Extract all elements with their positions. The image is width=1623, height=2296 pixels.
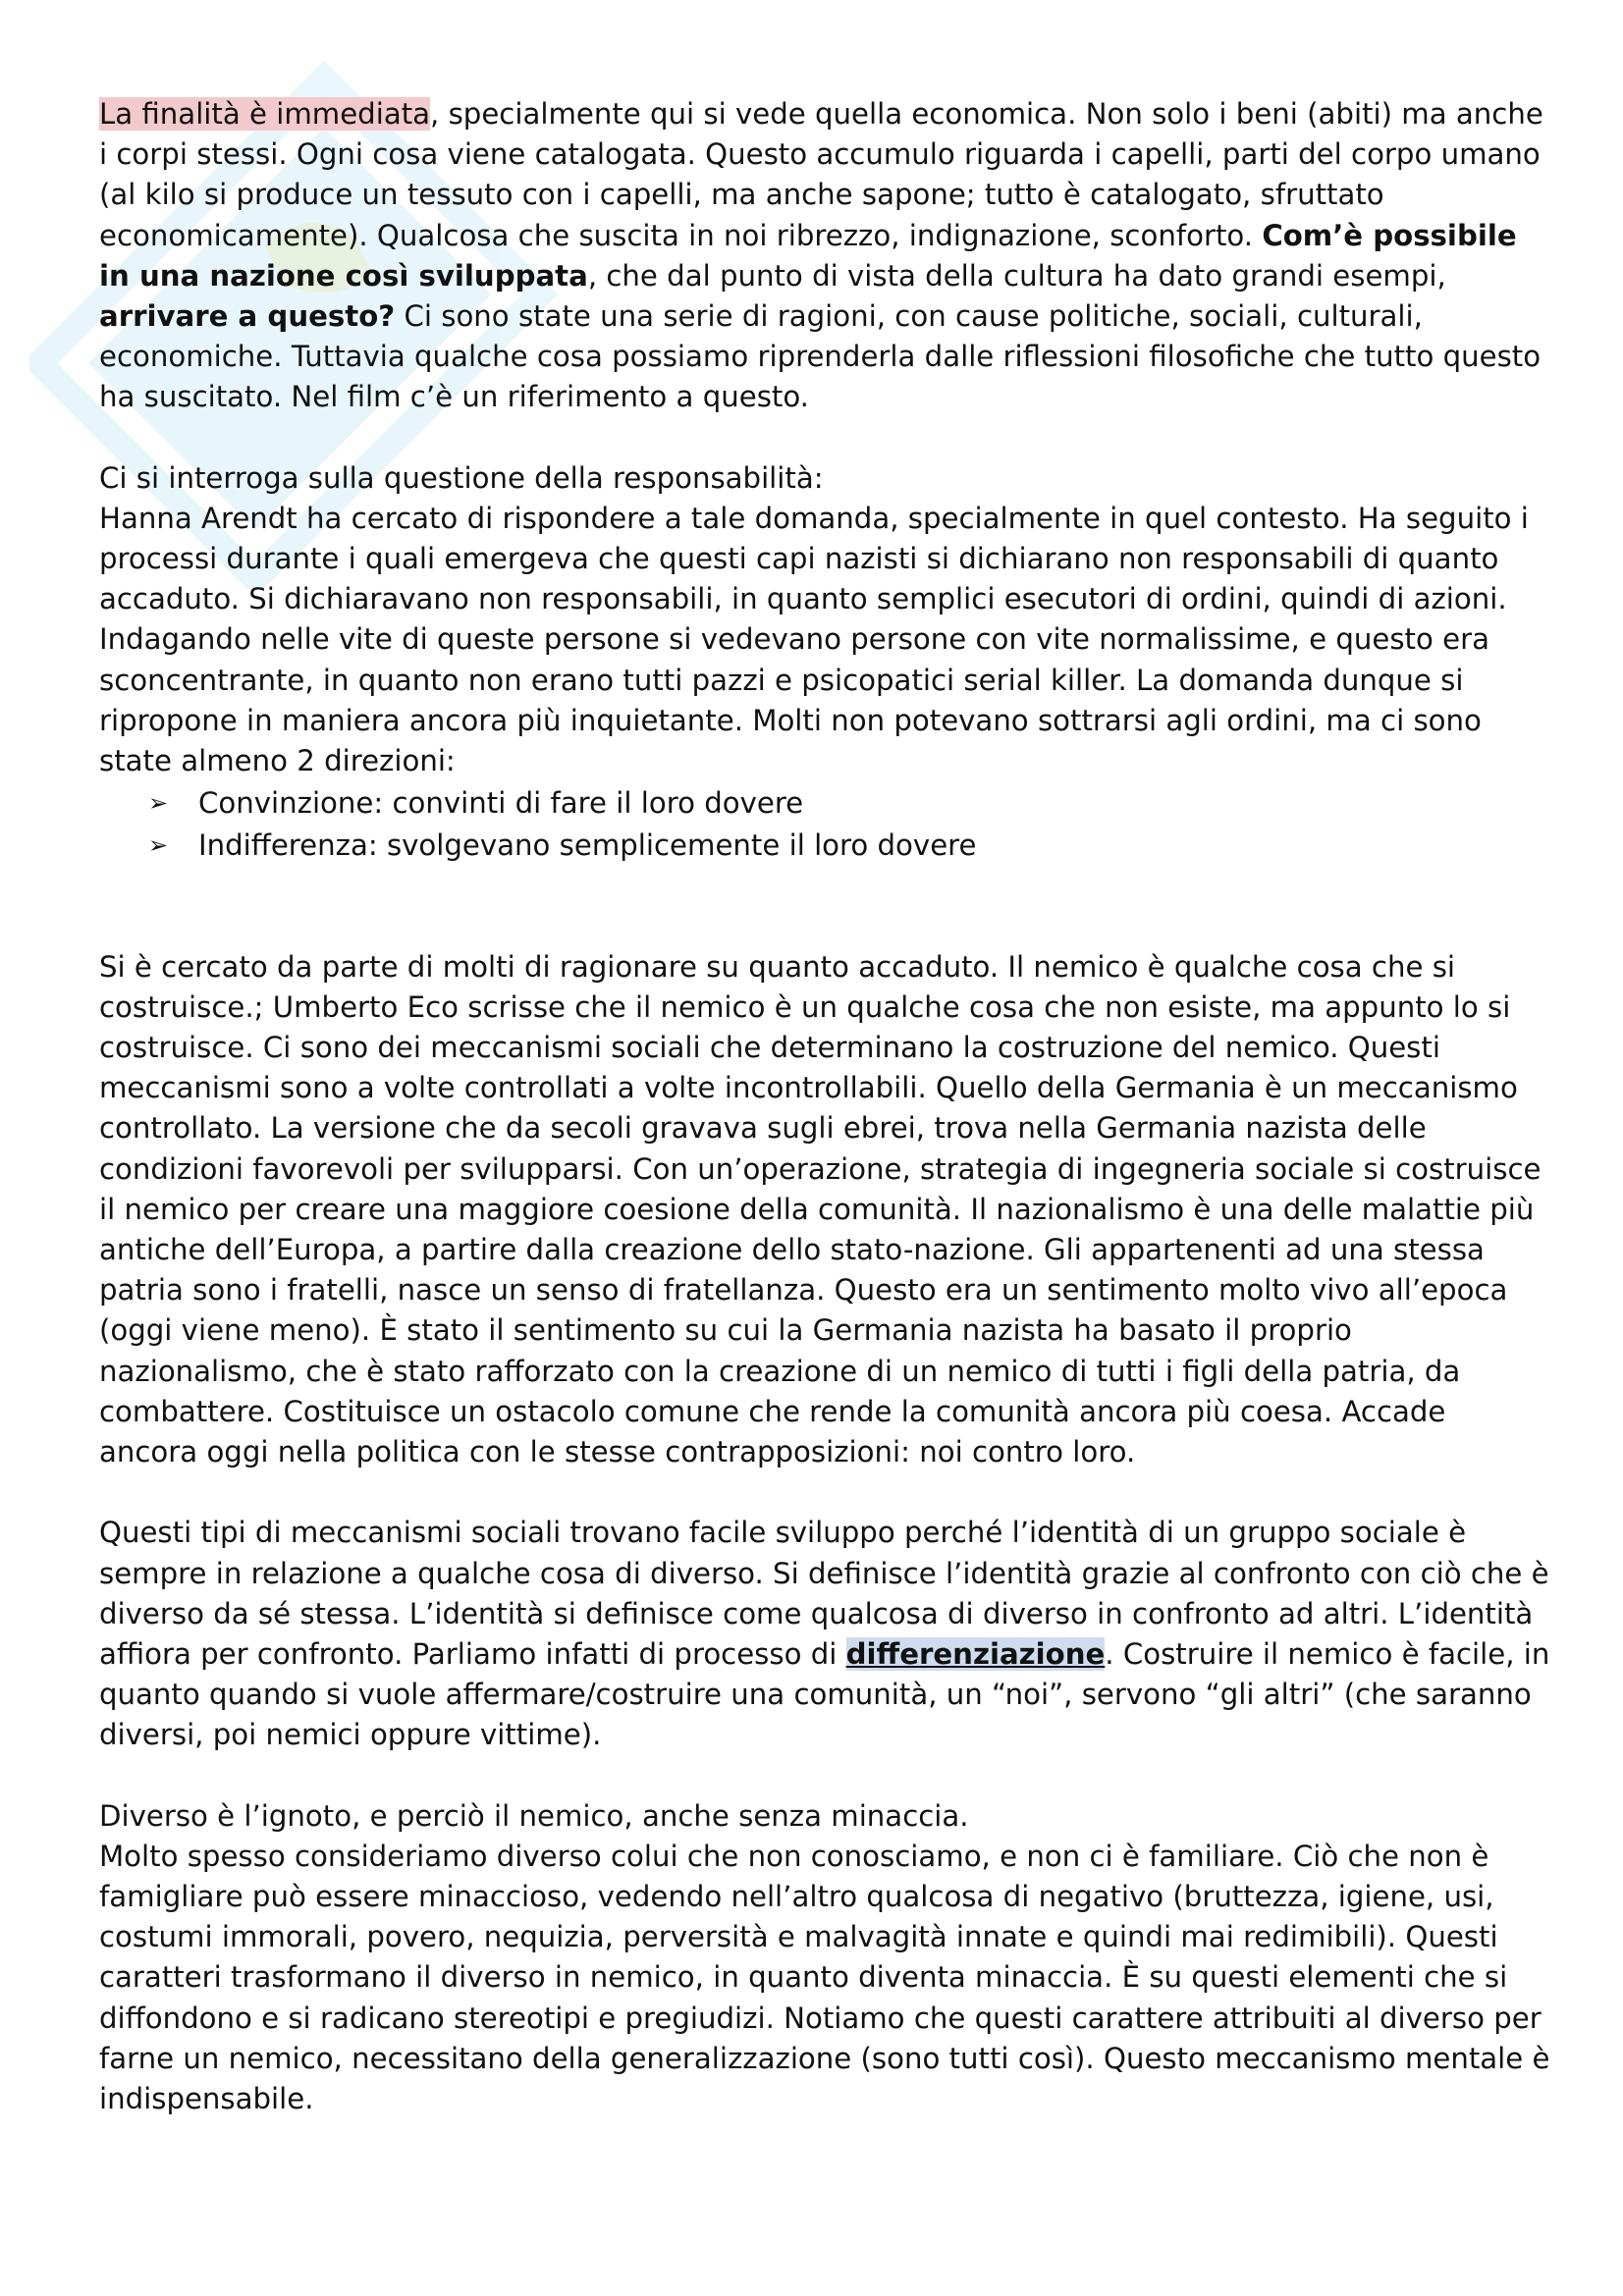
arrow-bullet-icon: ➢ <box>148 789 169 818</box>
bold-question-1: Com’è possibile in una nazione così sviluppata <box>99 218 1517 293</box>
paragraph-diverso-intro: Diverso è l’ignoto, e perciò il nemico, anche senza minaccia. <box>99 1798 969 1833</box>
bold-question-2: arrivare a questo? <box>99 299 396 334</box>
list-item: ➢ Convinzione: convinti di fare il loro dovere <box>148 783 1552 824</box>
paragraph-nemico: Si è cercato da parte di molti di ragionare su quanto accaduto. Il nemico è qualche cosa che si costruisce.; Umberto Eco scrisse che il nemico è un qualche cosa che non esiste, ma appunto lo si costruisce. Ci sono dei meccanismi sociali che determinano la costruzione del nemico. Questi meccanismi sono a volte controllati a volte incontrollabili. Quello della Germania è un meccanismo controllato. La versione che da secoli gravava sugli ebrei, trova nella Germania nazista delle condizioni favorevoli per svilupparsi. Con un’operazione, strategia di ingegneria sociale si costruisce il nemico per creare una maggiore coesione della comunità. Il nazionalismo è una delle malattie più antiche dell’Europa, a partire dalla creazione dello stato-nazione. Gli appartenenti ad una stessa patria sono i fratelli, nasce un senso di fratellanza. Questo era un sentimento molto vivo all’epoca (oggi viene meno). È stato il sentimento su cui la Germania nazista ha basato il proprio nazionalismo, che è stato rafforzato con la creazione di un nemico di tutti i figli della patria, da combattere. Costituisce un ostacolo comune che rende la comunità ancora più coesa. Accade ancora oggi nella politica con le stesse contrapposizioni: noi contro loro. <box>99 949 1542 1469</box>
highlight-finalita: La finalità è immediata <box>99 97 431 131</box>
direction-list <box>99 783 1552 866</box>
paragraph-identita: Questi tipi di meccanismi sociali trovano facile sviluppo perché l’identità di un gruppo sociale è sempre in relazione a qualche cosa di diverso. Si definisce l’identità grazie al confronto con ciò che è diverso da sé stessa. L’identità si definisce come qualcosa di diverso in confronto ad altri. L’identità affiora per confronto. Parliamo infatti di processo di differenziazione. Costruire il nemico è facile, in quanto quando si vuole affermare/costruire una comunità, un “noi”, servono “gli altri” (che saranno diversi, poi nemici oppure vittime). <box>99 1516 1550 1752</box>
paragraph-arendt: Hanna Arendt ha cercato di rispondere a tale domanda, specialmente in quel contesto. Ha seguito i processi durante i quali emergeva che questi capi nazisti si dichiarano non responsabili di quanto accaduto. Si dichiaravano non responsabili, in quanto semplici esecutori di ordini, quindi di azioni. Indagando nelle vite di queste persone si vedevano persone con vite normalissime, e questo era sconcentrante, in quanto non erano tutti pazzi e psicopatici serial killer. La domanda dunque si ripropone in maniera ancora più inquietante. Molti non potevano sottrarsi agli ordini, ma ci sono state almeno 2 direzioni: <box>99 501 1529 778</box>
paragraph-finalita: La finalità è immediata, specialmente qui si vede quella economica. Non solo i beni (abiti) ma anche i corpi stessi. Ogni cosa viene catalogata. Questo accumulo riguarda i capelli, parti del corpo umano (al kilo si produce un tessuto con i capelli, ma anche sapone; tutto è catalogato, sfruttato economicamente). Qualcosa che suscita in noi ribrezzo, indignazione, sconforto. Com’è possibile in una nazione così sviluppata, che dal punto di vista della cultura ha dato grandi esempi, arrivare a questo? Ci sono state una serie di ragioni, con cause politiche, sociali, culturali, economiche. Tuttavia qualche cosa possiamo riprenderla dalle riflessioni filosofiche che tutto questo ha suscitato. Nel film c’è un riferimento a questo. <box>99 97 1543 414</box>
highlight-differenziazione: differenziazione <box>845 1636 1106 1671</box>
document-body <box>99 94 1552 2119</box>
paragraph-responsabilita-intro: Ci si interroga sulla questione della responsabilità: <box>99 460 824 495</box>
paragraph-diverso: Molto spesso consideriamo diverso colui che non conosciamo, e non ci è familiare. Ciò che non è famigliare può essere minaccioso, vedendo nell’altro qualcosa di negativo (bruttezza, igiene, usi, costumi immorali, povero, nequizia, perversità e malvagità innate e quindi mai redimibili). Questi caratteri trasformano il diverso in nemico, in quanto diventa minaccia. È su questi elementi che si diffondono e si radicano stereotipi e pregiudizi. Notiamo che questi carattere attribuiti al diverso per farne un nemico, necessitano della generalizzazione (sono tutti così). Questo meccanismo mentale è indispensabile. <box>99 1839 1550 2115</box>
list-item: ➢ Indifferenza: svolgevano semplicemente il loro dovere <box>148 826 1552 866</box>
arrow-bullet-icon: ➢ <box>148 831 169 860</box>
